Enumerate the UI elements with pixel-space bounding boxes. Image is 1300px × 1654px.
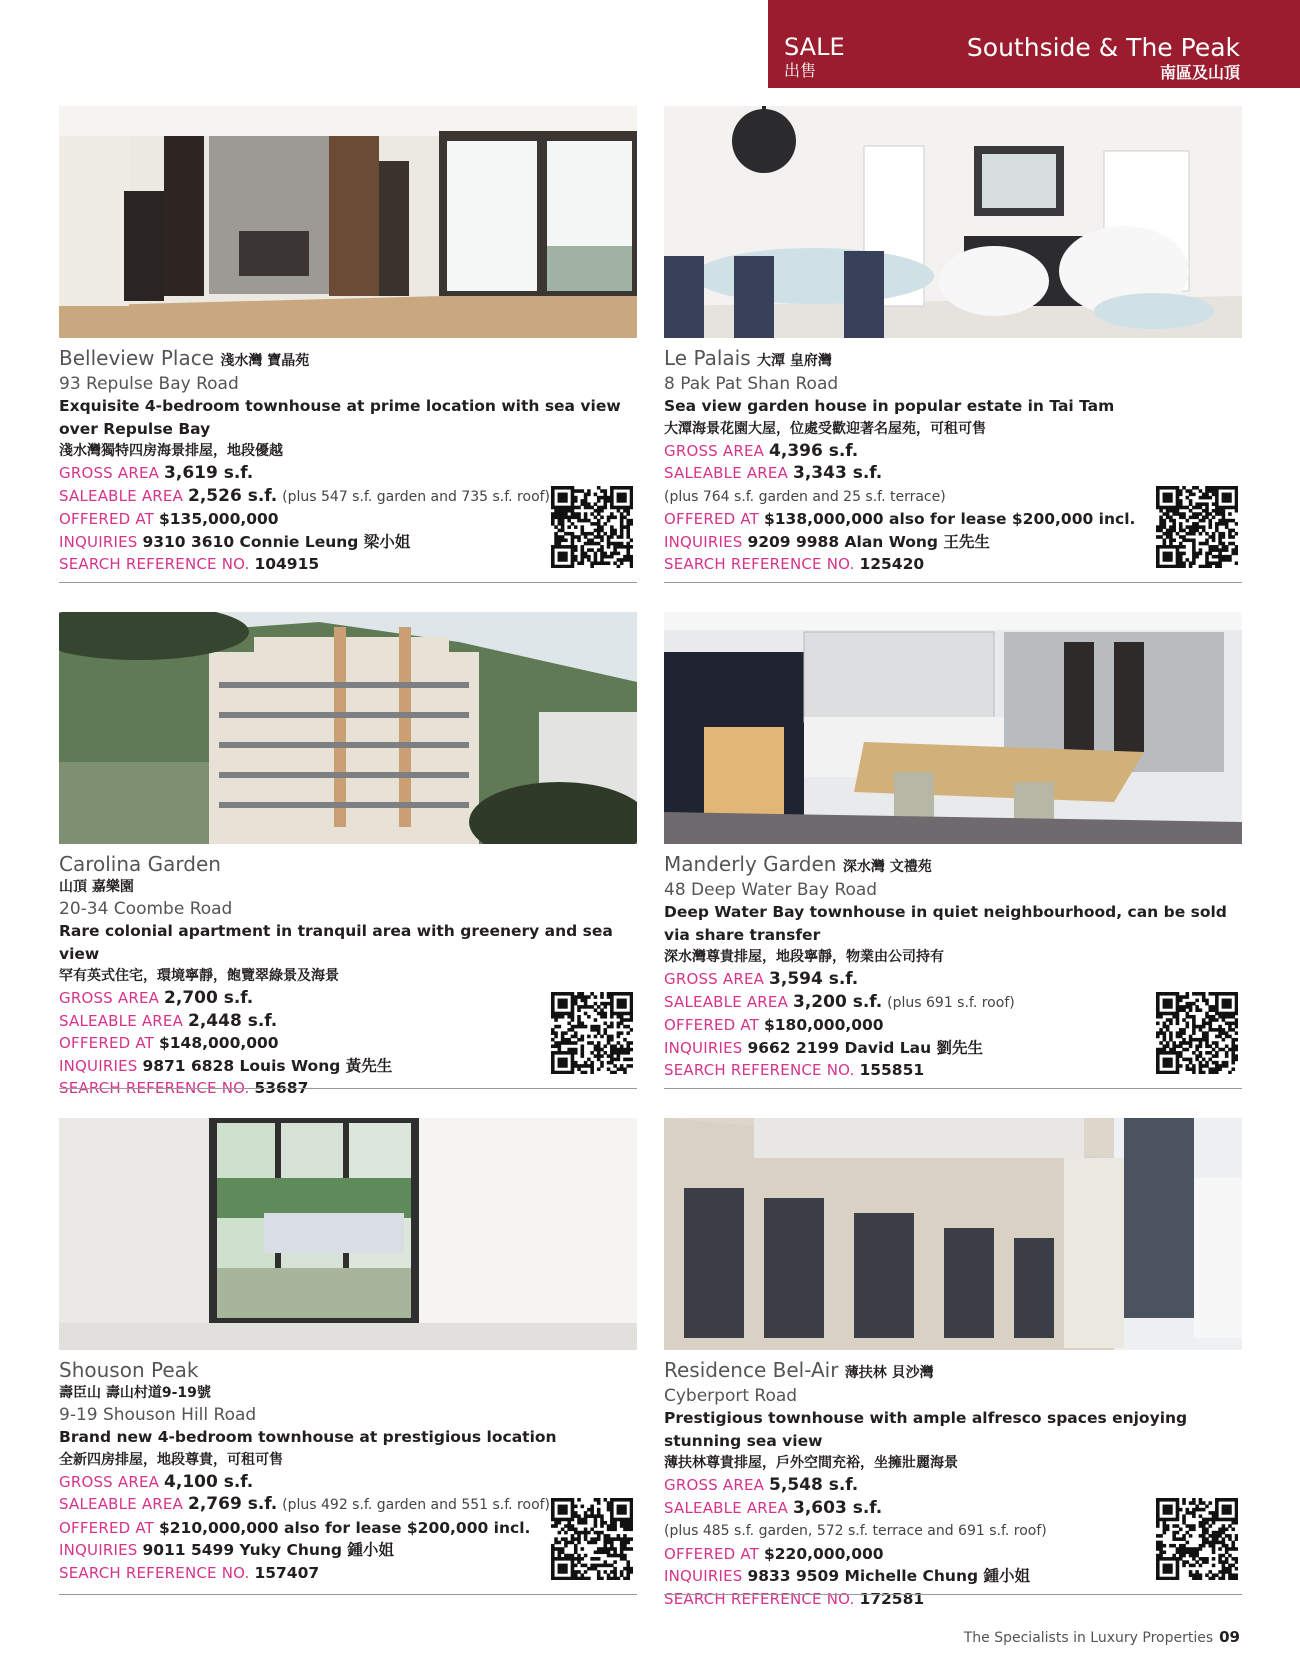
qr-code[interactable] [1156, 1498, 1238, 1580]
saleable-area-value: 2,526 s.f. [188, 485, 278, 506]
property-title [59, 346, 637, 373]
search-ref-label: SEARCH REFERENCE NO. [664, 1589, 855, 1608]
saleable-area-value: 3,603 s.f. [793, 1497, 883, 1518]
saleable-area-note: (plus 492 s.f. garden and 551 s.f. roof) [282, 1497, 551, 1513]
offered-label: OFFERED AT [664, 1544, 760, 1563]
gross-area-label: GROSS AREA [59, 464, 160, 482]
property-name-zh: 壽臣山 壽山村道9-19號 [59, 1385, 211, 1401]
gross-area-value: 3,619 s.f. [164, 463, 254, 483]
inquiries-value: 9833 9509 Michelle Chung 鍾小姐 [747, 1567, 1030, 1585]
offered-value: $135,000,000 [158, 510, 279, 528]
qr-code[interactable] [551, 486, 633, 568]
qr-code[interactable] [1156, 992, 1238, 1074]
saleable-area-label: SALEABLE AREA [59, 486, 184, 505]
property-description: Sea view garden house in popular estate in Tai Tam [664, 397, 1115, 415]
saleable-area-note: (plus 547 s.f. garden and 735 s.f. roof) [282, 488, 551, 505]
property-photo [664, 612, 1242, 844]
saleable-area-label: SALEABLE AREA [59, 1495, 184, 1513]
inquiries-value: 9310 3610 Connie Leung 梁小姐 [142, 532, 411, 551]
divider [664, 1088, 1242, 1089]
inquiries-label: INQUIRIES [59, 532, 138, 551]
property-address: Cyberport Road [664, 1386, 798, 1406]
gross-area-row [59, 462, 637, 485]
divider [664, 582, 1242, 583]
search-ref-label: SEARCH REFERENCE NO. [59, 1563, 250, 1582]
gross-area-value: 3,594 s.f. [769, 969, 859, 989]
property-description-zh: 深水灣尊貴排屋，地段寧靜，物業由公司持有 [664, 949, 944, 965]
page-number: 09 [1219, 1628, 1240, 1646]
property-name-zh: 薄扶林 貝沙灣 [844, 1365, 934, 1381]
gross-area-value: 4,100 s.f. [164, 1471, 254, 1492]
property-description-zh: 大潭海景花園大屋，位處受歡迎著名屋苑，可租可售 [664, 420, 986, 437]
search-ref-value: 157407 [254, 1563, 320, 1582]
section-banner [768, 0, 1300, 88]
offered-label: OFFERED AT [664, 510, 760, 528]
property-photo [59, 612, 637, 844]
gross-area-value: 2,700 s.f. [164, 988, 254, 1008]
inquiries-value: 9871 6828 Louis Wong 黃先生 [142, 1056, 393, 1075]
region-title-zh: 南區及山頂 [1159, 63, 1240, 82]
qr-code[interactable] [551, 1498, 633, 1580]
saleable-area-label: SALEABLE AREA [664, 992, 789, 1011]
search-ref-label: SEARCH REFERENCE NO. [664, 555, 855, 573]
listing-card-carolina-garden [59, 612, 637, 1097]
listing-card-residence-bel-air [664, 1118, 1242, 1608]
saleable-area-row [664, 462, 1242, 485]
listing-card-manderly-garden [664, 612, 1242, 1092]
page-footer [964, 1628, 1240, 1646]
property-name-zh: 山頂 嘉樂園 [59, 879, 134, 895]
saleable-area-label: SALEABLE AREA [664, 464, 789, 482]
inquiries-label: INQUIRIES [664, 1038, 743, 1057]
property-photo [59, 1118, 637, 1350]
offered-label: OFFERED AT [59, 1518, 155, 1537]
saleable-area-value: 2,448 s.f. [188, 1010, 278, 1031]
property-description: Prestigious townhouse with ample alfresco spaces enjoying stunning sea view [664, 1409, 1188, 1450]
sale-label: SALE [784, 33, 845, 61]
property-name: Le Palais [664, 346, 751, 370]
property-name: Belleview Place [59, 346, 215, 370]
property-description: Brand new 4-bedroom townhouse at prestigious location [59, 1428, 557, 1446]
saleable-area-label: SALEABLE AREA [664, 1498, 789, 1517]
saleable-area-value: 3,200 s.f. [793, 991, 883, 1012]
inquiries-value: 9662 2199 David Lau 劉先生 [747, 1038, 984, 1057]
gross-area-row [664, 440, 1242, 463]
divider [59, 1594, 637, 1595]
property-photo [664, 106, 1242, 338]
property-address: 48 Deep Water Bay Road [664, 880, 878, 900]
divider [59, 582, 637, 583]
saleable-area-value: 3,343 s.f. [793, 463, 883, 483]
qr-code[interactable] [1156, 486, 1238, 568]
inquiries-label: INQUIRIES [59, 1541, 138, 1559]
property-address: 93 Repulse Bay Road [59, 374, 239, 394]
property-name-zh: 淺水灣 寶晶苑 [220, 353, 310, 369]
gross-area-value: 4,396 s.f. [769, 440, 859, 461]
qr-code[interactable] [551, 992, 633, 1074]
gross-area-row [59, 1471, 637, 1494]
property-address: 8 Pak Pat Shan Road [664, 374, 839, 394]
property-description: Deep Water Bay townhouse in quiet neighbourhood, can be sold via share transfer [664, 903, 1227, 944]
offered-label: OFFERED AT [59, 510, 155, 528]
listing-card-belleview-place [59, 106, 637, 586]
gross-area-row [664, 1474, 1242, 1497]
gross-area-value: 5,548 s.f. [769, 1475, 859, 1495]
gross-area-label: GROSS AREA [664, 970, 765, 988]
saleable-area-note: (plus 764 s.f. garden and 25 s.f. terrace) [664, 488, 946, 505]
gross-area-label: GROSS AREA [59, 1472, 160, 1491]
property-name-zh: 深水灣 文禮苑 [842, 859, 932, 875]
inquiries-value: 9011 5499 Yuky Chung 鍾小姐 [142, 1541, 394, 1559]
inquiries-label: INQUIRIES [664, 1567, 743, 1585]
offered-label: OFFERED AT [59, 1034, 155, 1052]
property-title: Shouson Peak [59, 1358, 199, 1382]
saleable-area-label: SALEABLE AREA [59, 1011, 184, 1030]
search-ref-row [664, 1588, 1242, 1611]
property-address: 9-19 Shouson Hill Road [59, 1405, 257, 1425]
search-ref-value: 125420 [859, 555, 925, 573]
gross-area-row [664, 968, 1242, 991]
footer-tagline: The Specialists in Luxury Properties [963, 1630, 1214, 1646]
offered-value: $138,000,000 also for lease $200,000 incl. [763, 510, 1136, 528]
listing-card-shouson-peak [59, 1118, 637, 1598]
search-ref-label: SEARCH REFERENCE NO. [59, 555, 250, 573]
sale-label-zh: 出售 [784, 61, 817, 80]
property-description: Exquisite 4-bedroom townhouse at prime location with sea view over Repulse Bay [59, 397, 621, 438]
saleable-area-value: 2,769 s.f. [188, 1494, 278, 1514]
gross-area-label: GROSS AREA [664, 441, 765, 460]
listing-card-le-palais [664, 106, 1242, 586]
offered-value: $220,000,000 [763, 1544, 884, 1563]
property-title: Carolina Garden [59, 852, 221, 876]
property-name-zh: 大潭 皇府灣 [757, 353, 832, 369]
gross-area-label: GROSS AREA [664, 1476, 765, 1494]
search-ref-value: 104915 [254, 555, 320, 573]
offered-value: $148,000,000 [158, 1034, 279, 1052]
offered-value: $180,000,000 [763, 1016, 884, 1034]
property-title [664, 1358, 1242, 1385]
divider [59, 1088, 637, 1089]
property-description: Rare colonial apartment in tranquil area with greenery and sea view [59, 922, 613, 963]
inquiries-value: 9209 9988 Alan Wong 王先生 [747, 532, 990, 551]
region-title: Southside & The Peak [966, 33, 1240, 62]
property-photo [59, 106, 637, 338]
property-photo [664, 1118, 1242, 1350]
saleable-area-note: (plus 485 s.f. garden, 572 s.f. terrace and 691 s.f. roof) [664, 1523, 1047, 1539]
property-description-zh: 薄扶林尊貴排屋，戶外空間充裕，坐擁壯麗海景 [664, 1455, 958, 1471]
offered-label: OFFERED AT [664, 1016, 760, 1034]
property-name: Residence Bel-Air [664, 1358, 839, 1382]
property-title [664, 346, 1242, 373]
inquiries-label: INQUIRIES [59, 1056, 138, 1075]
property-name: Manderly Garden [664, 852, 837, 876]
search-ref-value: 172581 [859, 1589, 925, 1608]
property-description-zh: 全新四房排屋，地段尊貴，可租可售 [59, 1451, 283, 1468]
property-title [664, 852, 1242, 879]
inquiries-label: INQUIRIES [664, 532, 743, 551]
offered-value: $210,000,000 also for lease $200,000 incl. [158, 1518, 531, 1537]
saleable-area-note: (plus 691 s.f. roof) [887, 994, 1015, 1011]
divider [664, 1594, 1242, 1595]
search-ref-value: 155851 [859, 1061, 925, 1079]
search-ref-value: 53687 [254, 1079, 309, 1097]
property-description-zh: 淺水灣獨特四房海景排屋，地段優越 [59, 443, 283, 459]
search-ref-label: SEARCH REFERENCE NO. [59, 1079, 250, 1097]
property-description-zh: 罕有英式住宅，環境寧靜，飽覽翠綠景及海景 [59, 968, 339, 984]
gross-area-label: GROSS AREA [59, 989, 160, 1007]
search-ref-label: SEARCH REFERENCE NO. [664, 1061, 855, 1079]
property-address: 20-34 Coombe Road [59, 899, 233, 919]
